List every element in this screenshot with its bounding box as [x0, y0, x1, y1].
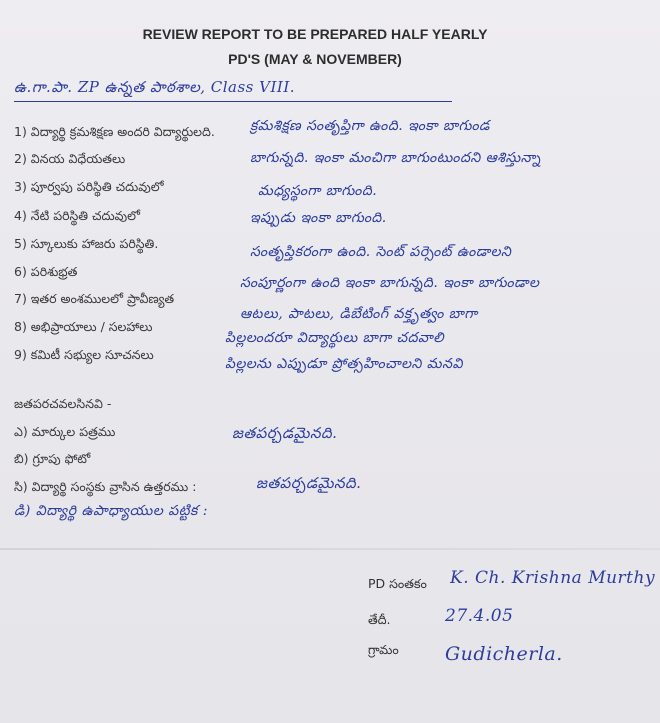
report-title: REVIEW REPORT TO BE PREPARED HALF YEARLY [142, 26, 488, 42]
item-label-2: 2) వినయ విధేయతలు [14, 151, 126, 166]
item-label-7: 7) ఇతర అంశములలో ప్రావీణ్యత [14, 291, 175, 306]
item-label-3: 3) పూర్వపు పరిస్థితి చదువులో [14, 179, 164, 194]
item-label-4: 4) నేటి పరిస్థితి చదువులో [14, 208, 141, 223]
item-answer-5: సంతృప్తికరంగా ఉంది. సెంట్ పర్సెంట్ ఉండాలని [250, 244, 512, 260]
item-label-8: 8) అభిప్రాయాలు / సలహాలు [14, 319, 153, 334]
attach-answer-c: జతపర్చడమైనది. [256, 474, 362, 492]
school-class-line: ఉ.గా.పా. ZP ఉన్నత పాఠశాల, Class VIII. [14, 78, 296, 96]
attach-label-c: సి) విద్యార్థి సంస్థకు వ్రాసిన ఉత్తరము : [14, 479, 197, 494]
pd-signature: K. Ch. Krishna Murthy [450, 568, 656, 588]
date-value: 27.4.05 [445, 606, 514, 626]
school-line-underline [14, 101, 452, 102]
item-label-5: 5) స్కూలుకు హాజరు పరిస్థితి. [14, 236, 159, 251]
paper-fold [0, 548, 660, 550]
item-label-1: 1) విద్యార్థి క్రమశిక్షణ అందరి విద్యార్థులది. [14, 124, 215, 139]
item-label-9: 9) కమిటీ సభ్యుల సూచనలు [14, 347, 154, 362]
item-answer-3: మధ్యస్థంగా బాగుంది. [258, 183, 378, 199]
village-label: గ్రామం [368, 642, 399, 657]
item-label-6: 6) పరిశుభ్రత [14, 264, 78, 279]
item-answer-1: క్రమశిక్షణ సంతృప్తిగా ఉంది. ఇంకా బాగుండ [250, 118, 490, 134]
pd-signature-label: PD సంతకం [368, 576, 427, 591]
item-answer-6: సంపూర్ణంగా ఉంది ఇంకా బాగున్నది. ఇంకా బాగుండాల [240, 275, 540, 291]
item-answer-7: ఆటలు, పాటలు, డిబేటింగ్ వక్తృత్వం బాగా [240, 306, 478, 322]
item-answer-4: ఇప్పుడు ఇంకా బాగుంది. [250, 210, 387, 226]
item-answer-8: పిల్లలందరూ విద్యార్థులు బాగా చదవాలి [225, 330, 444, 346]
report-subtitle: PD'S (MAY & NOVEMBER) [228, 51, 402, 67]
attach-answer-a: జతపర్చడమైనది. [232, 424, 338, 442]
attach-label-b: బి) గ్రూపు ఫోటో [14, 451, 91, 466]
attach-label-d: డి) విద్యార్థి ఉపాధ్యాయుల పట్టిక : [14, 503, 208, 519]
attach-label-a: ఎ) మార్కుల పత్రము [14, 424, 116, 439]
item-answer-9: పిల్లలను ఎప్పుడూ ప్రోత్సహించాలని మనవి [225, 356, 463, 372]
village-value: Gudicherla. [445, 643, 563, 665]
item-answer-2: బాగున్నది. ఇంకా మంచిగా బాగుంటుందని ఆశిస్తున్నా [250, 150, 541, 166]
attachments-heading: జతపరచవలసినవి - [14, 396, 112, 411]
date-label: తేదీ. [368, 612, 391, 627]
